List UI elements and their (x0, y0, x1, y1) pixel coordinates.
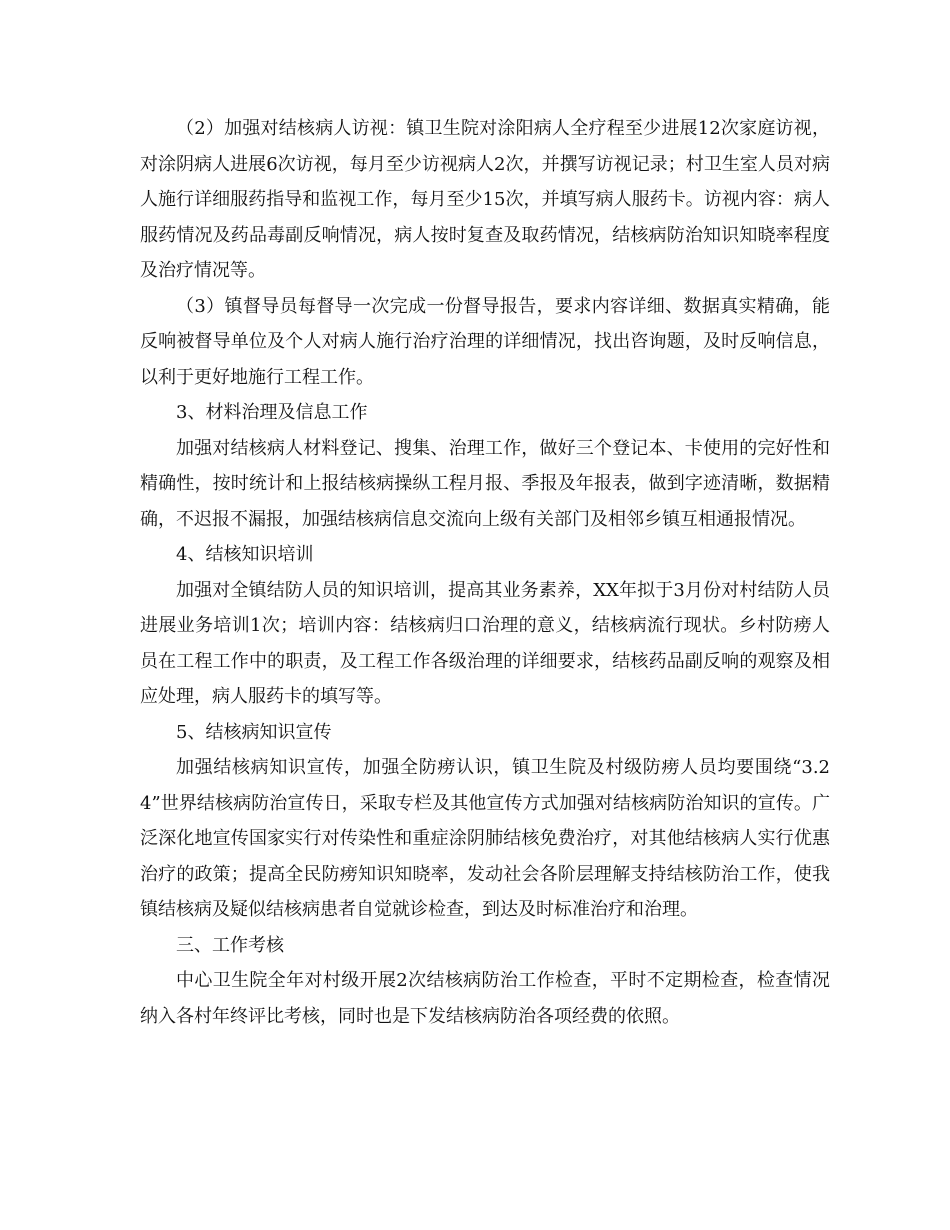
section-heading-materials: 3、材料治理及信息工作 (176, 402, 368, 423)
section-heading-publicity: 5、结核病知识宣传 (176, 721, 332, 743)
paragraph-publicity: 加强结核病知识宣传，加强全防痨认识，镇卫生院及村级防痨人员均要围绕“3.24”世界结核病防治宣传日，采取专栏及其他宣传方式加强对结核病防治知识的宣传。广泛深化地宣传国家实行对传染性和重症涂阴肺结核免费治疗，对其他结核病人实行优惠治疗的政策；提高全民防痨知识知晓率，发动社会各阶层理解支持结核防治工作，使我镇结核病及疑似结核病患者自觉就诊检查，到达及时标准治疗和治理。 (140, 757, 830, 920)
paragraph-assessment: 中心卫生院全年对村级开展2次结核病防治工作检查，平时不定期检查，检查情况纳入各村年终评比考核，同时也是下发结核病防治各项经费的依照。 (140, 970, 830, 1027)
section-heading-assessment: 三、工作考核 (176, 934, 284, 956)
paragraph-visit: （2）加强对结核病人访视：镇卫生院对涂阳病人全疗程至少进展12次家庭访视，对涂阴病人进展6次访视，每月至少访视病人2次，并撰写访视记录；村卫生室人员对病人施行详细服药指导和监视工作，每月至少15次，并填写病人服药卡。访视内容：病人服药情况及药品毒副反响情况，病人按时复查及取药情况，结核病防治知识知晓率程度及治疗情况等。 (140, 118, 830, 281)
section-heading-training: 4、结核知识培训 (176, 544, 314, 565)
paragraph-supervision: （3）镇督导员每督导一次完成一份督导报告，要求内容详细、数据真实精确，能反响被督导单位及个人对病人施行治疗治理的详细情况，找出咨询题，及时反响信息，以利于更好地施行工程工作。 (140, 295, 830, 388)
document-body (140, 111, 830, 1034)
paragraph-training: 加强对全镇结防人员的知识培训，提高其业务素养，XX年拟于3月份对村结防人员进展业务培训1次；培训内容：结核病归口治理的意义，结核病流行现状。乡村防痨人员在工程工作中的职责，及工程工作各级治理的详细要求，结核药品副反响的观察及相应处理，病人服药卡的填写等。 (140, 579, 830, 707)
paragraph-materials: 加强对结核病人材料登记、搜集、治理工作，做好三个登记本、卡使用的完好性和精确性，按时统计和上报结核病操纵工程月报、季报及年报表，做到字迹清晰，数据精确，不迟报不漏报，加强结核病信息交流向上级有关部门及相邻乡镇互相通报情况。 (140, 437, 830, 530)
